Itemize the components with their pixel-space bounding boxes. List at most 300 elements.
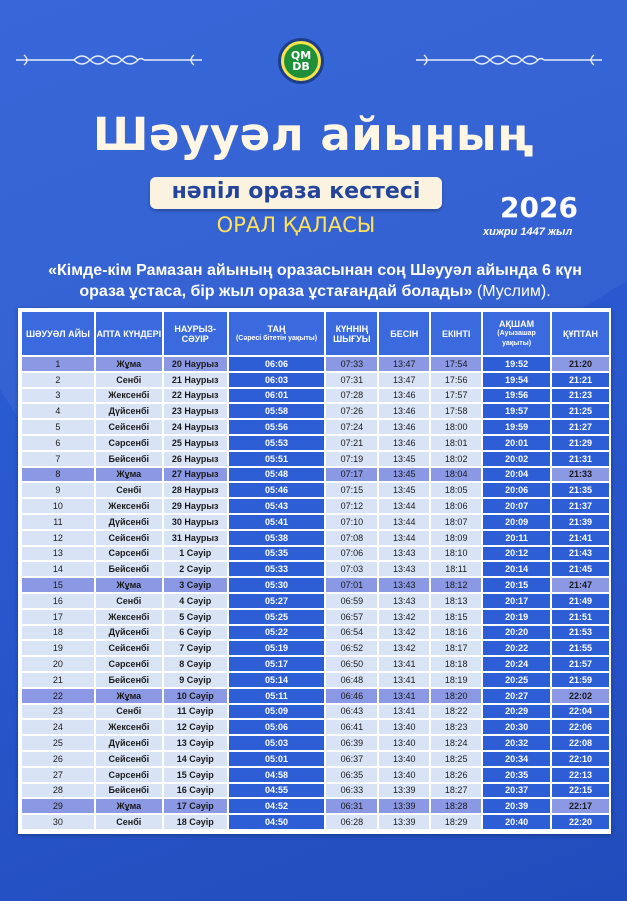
sunrise-cell: 06:43 [326,705,377,719]
table-row [22,357,609,371]
day-cell: 9 [22,483,94,497]
maghrib-cell: 20:12 [483,547,550,561]
maghrib-cell: 20:37 [483,784,550,798]
asr-cell: 18:20 [431,689,481,703]
isha-cell: 21:51 [552,610,609,624]
maghrib-cell: 20:25 [483,673,550,687]
fajr-cell: 04:58 [229,768,325,782]
header-maghrib-note: (Ауызашар уақыты) [497,329,536,347]
fajr-cell: 05:06 [229,720,325,734]
sunrise-cell: 07:08 [326,531,377,545]
weekday-cell: Сәрсенбі [96,547,162,561]
schedule-table [20,310,611,831]
dhuhr-cell: 13:42 [379,641,429,655]
table-row [22,594,609,608]
header-sunrise: КҮННІҢ ШЫҒУЫ [326,312,377,355]
asr-cell: 17:54 [431,357,481,371]
asr-cell: 18:06 [431,499,481,513]
table-row [22,547,609,561]
asr-cell: 18:11 [431,562,481,576]
day-cell: 6 [22,436,94,450]
asr-cell: 18:16 [431,626,481,640]
day-cell: 3 [22,389,94,403]
weekday-cell: Жексенбі [96,610,162,624]
quote-text: «Кімде-кім Рамазан айының оразасынан соң Шәууәл айында 6 күн ораза ұстаса, бір жыл ораза ұстағандай болады» [48,262,582,300]
weekday-cell: Бейсенбі [96,673,162,687]
date-cell: 24 Наурыз [164,420,227,434]
weekday-cell: Жұма [96,468,162,482]
asr-cell: 18:04 [431,468,481,482]
asr-cell: 18:07 [431,515,481,529]
sunrise-cell: 07:03 [326,562,377,576]
day-cell: 4 [22,404,94,418]
dhuhr-cell: 13:46 [379,436,429,450]
date-cell: 11 Сәуір [164,705,227,719]
day-cell: 14 [22,562,94,576]
asr-cell: 18:15 [431,610,481,624]
fajr-cell: 05:22 [229,626,325,640]
fajr-cell: 05:58 [229,404,325,418]
weekday-cell: Дүйсенбі [96,626,162,640]
table-row [22,373,609,387]
sunrise-cell: 06:57 [326,610,377,624]
sunrise-cell: 06:41 [326,720,377,734]
date-cell: 4 Сәуір [164,594,227,608]
fajr-cell: 05:51 [229,452,325,466]
asr-cell: 18:28 [431,799,481,813]
maghrib-cell: 20:39 [483,799,550,813]
weekday-cell: Сенбі [96,815,162,829]
schedule-table-panel [18,308,611,834]
page-subtitle: нәпіл ораза кестесі [171,179,421,204]
dhuhr-cell: 13:41 [379,705,429,719]
maghrib-cell: 20:17 [483,594,550,608]
dhuhr-cell: 13:43 [379,594,429,608]
fajr-cell: 05:43 [229,499,325,513]
fajr-cell: 04:55 [229,784,325,798]
maghrib-cell: 20:20 [483,626,550,640]
table-row [22,720,609,734]
day-cell: 21 [22,673,94,687]
day-cell: 22 [22,689,94,703]
fajr-cell: 05:11 [229,689,325,703]
sunrise-cell: 06:39 [326,736,377,750]
asr-cell: 18:17 [431,641,481,655]
fajr-cell: 05:01 [229,752,325,766]
asr-cell: 18:24 [431,736,481,750]
fajr-cell: 05:53 [229,436,325,450]
isha-cell: 21:59 [552,673,609,687]
weekday-cell: Жұма [96,357,162,371]
quote-source: (Муслим). [476,283,551,300]
asr-cell: 18:18 [431,657,481,671]
asr-cell: 18:25 [431,752,481,766]
sunrise-cell: 07:31 [326,373,377,387]
table-row [22,562,609,576]
day-cell: 17 [22,610,94,624]
dhuhr-cell: 13:41 [379,657,429,671]
table-row [22,483,609,497]
asr-cell: 18:19 [431,673,481,687]
day-cell: 12 [22,531,94,545]
weekday-cell: Жексенбі [96,499,162,513]
date-cell: 17 Сәуір [164,799,227,813]
header-fajr-label: ТАҢ [267,323,286,334]
day-cell: 24 [22,720,94,734]
asr-cell: 18:09 [431,531,481,545]
hijri-year-label: хижри 1447 жыл [483,226,573,238]
isha-cell: 21:33 [552,468,609,482]
table-row [22,578,609,592]
weekday-cell: Сәрсенбі [96,768,162,782]
maghrib-cell: 19:54 [483,373,550,387]
maghrib-cell: 19:56 [483,389,550,403]
header-maghrib-label: АҚШАМ [499,318,535,329]
fajr-cell: 05:38 [229,531,325,545]
year-label: 2026 [500,191,578,224]
organization-logo [278,38,324,84]
table-row [22,815,609,829]
weekday-cell: Сенбі [96,483,162,497]
isha-cell: 21:45 [552,562,609,576]
day-cell: 7 [22,452,94,466]
asr-cell: 17:57 [431,389,481,403]
table-row [22,499,609,513]
date-cell: 13 Сәуір [164,736,227,750]
date-cell: 23 Наурыз [164,404,227,418]
isha-cell: 22:20 [552,815,609,829]
isha-cell: 21:25 [552,404,609,418]
logo-text-bottom: DB [292,60,310,73]
dhuhr-cell: 13:44 [379,531,429,545]
isha-cell: 21:21 [552,373,609,387]
table-row [22,784,609,798]
table-row [22,452,609,466]
sunrise-cell: 07:10 [326,515,377,529]
date-cell: 10 Сәуір [164,689,227,703]
weekday-cell: Сенбі [96,373,162,387]
maghrib-cell: 20:22 [483,641,550,655]
asr-cell: 17:56 [431,373,481,387]
weekday-cell: Сенбі [96,705,162,719]
weekday-cell: Бейсенбі [96,562,162,576]
isha-cell: 21:43 [552,547,609,561]
fajr-cell: 05:41 [229,515,325,529]
fajr-cell: 05:19 [229,641,325,655]
isha-cell: 21:35 [552,483,609,497]
dhuhr-cell: 13:46 [379,404,429,418]
dhuhr-cell: 13:45 [379,483,429,497]
weekday-cell: Сейсенбі [96,420,162,434]
maghrib-cell: 20:14 [483,562,550,576]
isha-cell: 21:29 [552,436,609,450]
maghrib-cell: 20:29 [483,705,550,719]
maghrib-cell: 20:06 [483,483,550,497]
page-title: Шәууәл айының [92,108,535,161]
header-asr: ЕКІНТІ [431,312,481,355]
maghrib-cell: 20:40 [483,815,550,829]
date-cell: 3 Сәуір [164,578,227,592]
fajr-cell: 05:30 [229,578,325,592]
table-row [22,673,609,687]
hadith-quote [30,260,600,302]
date-cell: 30 Наурыз [164,515,227,529]
weekday-cell: Жексенбі [96,720,162,734]
maghrib-cell: 20:34 [483,752,550,766]
maghrib-cell: 20:01 [483,436,550,450]
asr-cell: 18:01 [431,436,481,450]
maghrib-cell: 20:27 [483,689,550,703]
day-cell: 28 [22,784,94,798]
day-cell: 19 [22,641,94,655]
date-cell: 28 Наурыз [164,483,227,497]
asr-cell: 18:12 [431,578,481,592]
asr-cell: 18:13 [431,594,481,608]
date-cell: 26 Наурыз [164,452,227,466]
date-cell: 27 Наурыз [164,468,227,482]
fajr-cell: 05:17 [229,657,325,671]
asr-cell: 18:00 [431,420,481,434]
fajr-cell: 06:01 [229,389,325,403]
weekday-cell: Дүйсенбі [96,736,162,750]
dhuhr-cell: 13:46 [379,420,429,434]
isha-cell: 21:55 [552,641,609,655]
fajr-cell: 05:03 [229,736,325,750]
dhuhr-cell: 13:40 [379,720,429,734]
day-cell: 26 [22,752,94,766]
header-fajr-note: (Сәресі бітетін уақыты) [235,334,318,342]
day-cell: 30 [22,815,94,829]
maghrib-cell: 20:09 [483,515,550,529]
ornament-left-icon [14,51,204,69]
isha-cell: 22:02 [552,689,609,703]
maghrib-cell: 19:57 [483,404,550,418]
day-cell: 1 [22,357,94,371]
sunrise-cell: 06:48 [326,673,377,687]
dhuhr-cell: 13:41 [379,689,429,703]
dhuhr-cell: 13:39 [379,815,429,829]
weekday-cell: Сәрсенбі [96,436,162,450]
maghrib-cell: 20:35 [483,768,550,782]
weekday-cell: Сенбі [96,594,162,608]
maghrib-cell: 20:24 [483,657,550,671]
date-cell: 2 Сәуір [164,562,227,576]
sunrise-cell: 06:35 [326,768,377,782]
maghrib-cell: 20:02 [483,452,550,466]
isha-cell: 21:23 [552,389,609,403]
fajr-cell: 05:27 [229,594,325,608]
isha-cell: 21:20 [552,357,609,371]
fajr-cell: 04:52 [229,799,325,813]
schedule-body [22,357,609,829]
weekday-cell: Жексенбі [96,389,162,403]
header-day: ШӘУУӘЛ АЙЫ [22,312,94,355]
weekday-cell: Жұма [96,578,162,592]
date-cell: 5 Сәуір [164,610,227,624]
date-cell: 29 Наурыз [164,499,227,513]
header-week: АПТА КҮНДЕРІ [96,312,162,355]
date-cell: 14 Сәуір [164,752,227,766]
isha-cell: 22:10 [552,752,609,766]
day-cell: 29 [22,799,94,813]
isha-cell: 22:06 [552,720,609,734]
isha-cell: 22:15 [552,784,609,798]
sunrise-cell: 07:17 [326,468,377,482]
day-cell: 10 [22,499,94,513]
dhuhr-cell: 13:39 [379,799,429,813]
sunrise-cell: 06:31 [326,799,377,813]
logo-text-top: QM [290,49,312,62]
sunrise-cell: 06:52 [326,641,377,655]
fajr-cell: 05:46 [229,483,325,497]
day-cell: 13 [22,547,94,561]
day-cell: 25 [22,736,94,750]
maghrib-cell: 20:07 [483,499,550,513]
asr-cell: 17:58 [431,404,481,418]
day-cell: 18 [22,626,94,640]
table-row [22,657,609,671]
table-row [22,689,609,703]
dhuhr-cell: 13:40 [379,736,429,750]
header-maghrib [483,312,550,355]
dhuhr-cell: 13:45 [379,452,429,466]
asr-cell: 18:23 [431,720,481,734]
fajr-cell: 06:03 [229,373,325,387]
weekday-cell: Сейсенбі [96,531,162,545]
weekday-cell: Бейсенбі [96,784,162,798]
date-cell: 1 Сәуір [164,547,227,561]
dhuhr-cell: 13:44 [379,499,429,513]
weekday-cell: Жұма [96,799,162,813]
fajr-cell: 05:09 [229,705,325,719]
fajr-cell: 04:50 [229,815,325,829]
asr-cell: 18:05 [431,483,481,497]
sunrise-cell: 06:28 [326,815,377,829]
sunrise-cell: 06:46 [326,689,377,703]
sunrise-cell: 06:33 [326,784,377,798]
sunrise-cell: 07:28 [326,389,377,403]
date-cell: 18 Сәуір [164,815,227,829]
day-cell: 5 [22,420,94,434]
isha-cell: 22:08 [552,736,609,750]
maghrib-cell: 20:15 [483,578,550,592]
date-cell: 16 Сәуір [164,784,227,798]
day-cell: 16 [22,594,94,608]
weekday-cell: Жұма [96,689,162,703]
isha-cell: 21:37 [552,499,609,513]
sunrise-cell: 07:12 [326,499,377,513]
isha-cell: 21:27 [552,420,609,434]
isha-cell: 21:31 [552,452,609,466]
asr-cell: 18:10 [431,547,481,561]
dhuhr-cell: 13:41 [379,673,429,687]
dhuhr-cell: 13:40 [379,752,429,766]
header-isha: ҚҰПТАН [552,312,609,355]
sunrise-cell: 07:33 [326,357,377,371]
sunrise-cell: 07:01 [326,578,377,592]
day-cell: 8 [22,468,94,482]
maghrib-cell: 19:59 [483,420,550,434]
sunrise-cell: 06:50 [326,657,377,671]
isha-cell: 21:39 [552,515,609,529]
table-row [22,468,609,482]
dhuhr-cell: 13:40 [379,768,429,782]
table-row [22,389,609,403]
date-cell: 8 Сәуір [164,657,227,671]
dhuhr-cell: 13:43 [379,547,429,561]
fajr-cell: 05:25 [229,610,325,624]
weekday-cell: Дүйсенбі [96,404,162,418]
date-cell: 15 Сәуір [164,768,227,782]
table-row [22,436,609,450]
maghrib-cell: 20:19 [483,610,550,624]
table-row [22,736,609,750]
table-row [22,799,609,813]
isha-cell: 22:04 [552,705,609,719]
date-cell: 6 Сәуір [164,626,227,640]
date-cell: 20 Наурыз [164,357,227,371]
fajr-cell: 05:35 [229,547,325,561]
ornament-right-icon [414,51,604,69]
table-row [22,420,609,434]
weekday-cell: Дүйсенбі [96,515,162,529]
sunrise-cell: 07:21 [326,436,377,450]
asr-cell: 18:27 [431,784,481,798]
fajr-cell: 05:14 [229,673,325,687]
fajr-cell: 06:06 [229,357,325,371]
dhuhr-cell: 13:43 [379,562,429,576]
table-row [22,515,609,529]
isha-cell: 21:57 [552,657,609,671]
dhuhr-cell: 13:42 [379,626,429,640]
isha-cell: 21:41 [552,531,609,545]
sunrise-cell: 06:54 [326,626,377,640]
table-row [22,641,609,655]
dhuhr-cell: 13:47 [379,357,429,371]
day-cell: 2 [22,373,94,387]
sunrise-cell: 07:15 [326,483,377,497]
date-cell: 22 Наурыз [164,389,227,403]
dhuhr-cell: 13:42 [379,610,429,624]
sunrise-cell: 07:26 [326,404,377,418]
asr-cell: 18:22 [431,705,481,719]
dhuhr-cell: 13:46 [379,389,429,403]
dhuhr-cell: 13:45 [379,468,429,482]
sunrise-cell: 06:59 [326,594,377,608]
weekday-cell: Бейсенбі [96,452,162,466]
date-cell: 25 Наурыз [164,436,227,450]
logo-emblem-icon [284,44,318,78]
table-row [22,531,609,545]
isha-cell: 21:47 [552,578,609,592]
fajr-cell: 05:56 [229,420,325,434]
city-name: ОРАЛ ҚАЛАСЫ [216,213,376,237]
dhuhr-cell: 13:39 [379,784,429,798]
sunrise-cell: 07:06 [326,547,377,561]
day-cell: 11 [22,515,94,529]
table-row [22,705,609,719]
dhuhr-cell: 13:44 [379,515,429,529]
maghrib-cell: 20:32 [483,736,550,750]
table-row [22,404,609,418]
table-row [22,610,609,624]
sunrise-cell: 07:24 [326,420,377,434]
dhuhr-cell: 13:43 [379,578,429,592]
date-cell: 9 Сәуір [164,673,227,687]
header-date: НАУРЫЗ-СӘУІР [164,312,227,355]
isha-cell: 22:13 [552,768,609,782]
dhuhr-cell: 13:47 [379,373,429,387]
